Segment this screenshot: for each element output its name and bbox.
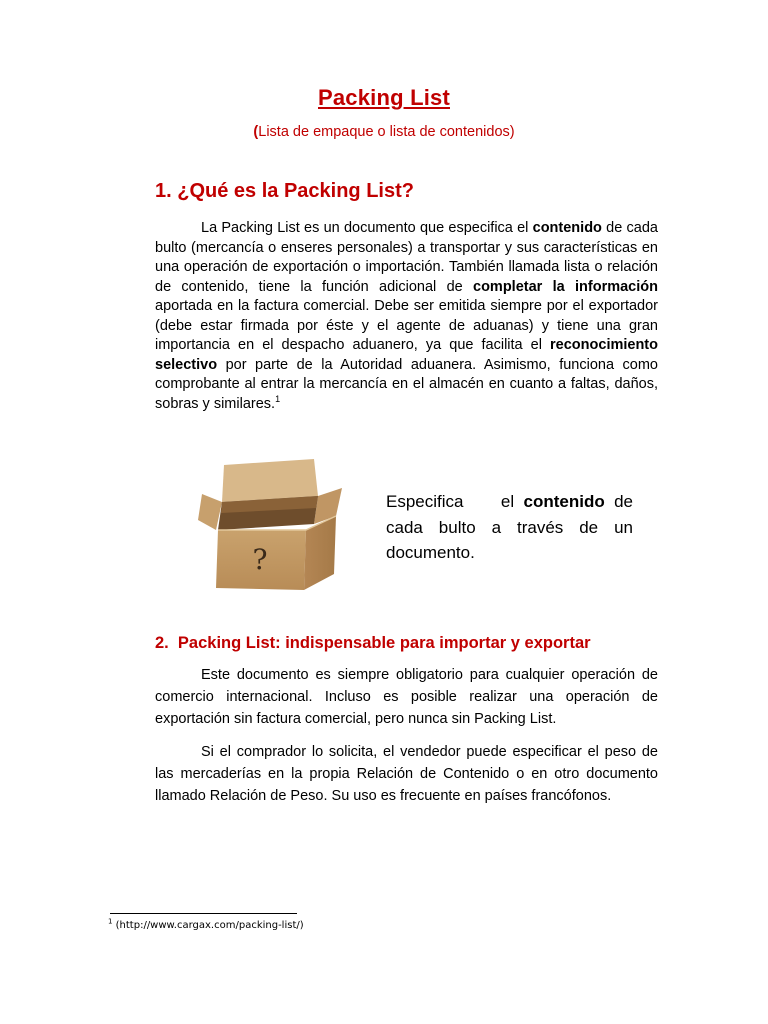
section2-heading: 2. Packing List: indispensable para importar y exportar xyxy=(155,634,591,652)
section1-text-b: de cada bulto (mercancía o enseres personales) a transportar y sus características en una operación de exportación o importación. También llamada lista o relación de contenido, tiene la función adicional de xyxy=(155,220,658,295)
section1-paragraph xyxy=(155,219,658,414)
callout-text-2: de cada bulto a través de un documento. xyxy=(386,492,634,562)
footnote xyxy=(108,917,304,931)
callout-bold-contenido: contenido xyxy=(523,492,605,511)
footnote-separator xyxy=(110,913,297,914)
section1-text-a: La Packing List es un documento que especifica el xyxy=(201,220,533,236)
section1-text-c: aportada en la factura comercial. Debe ser emitida siempre por el exportador (debe estar firmada por éste y el agente de aduanas) y tiene una gran importancia en el despacho aduanero, ya que facilita el xyxy=(155,298,658,353)
callout-text-1: Especifica el xyxy=(386,492,524,511)
cardboard-box-icon xyxy=(196,450,346,600)
footnote-number: 1 xyxy=(108,917,113,926)
footnote-reference: 1 xyxy=(275,393,281,404)
callout-text xyxy=(386,489,633,566)
section1-text-d: por parte de la Autoridad aduanera. Asimismo, funciona como comprobante al entrar la mercancía en el almacén en cuanto a faltas, daños, sobras y similares. xyxy=(155,356,658,412)
svg-text:?: ? xyxy=(252,543,268,576)
section2-paragraph-2-text: Si el comprador lo solicita, el vendedor puede especificar el peso de las mercaderías en la propia Relación de Contenido o en otro documento llamado Relación de Peso. Su uso es frecuente en países francófonos. xyxy=(155,744,658,804)
section1-bold-contenido: contenido xyxy=(532,220,602,236)
section1-heading: 1. ¿Qué es la Packing List? xyxy=(155,180,414,202)
section2-paragraph-1-text: Este documento es siempre obligatorio para cualquier operación de comercio internacional. Incluso es posible realizar una operación de exportación sin factura comercial, pero nunca sin Packing List. xyxy=(155,667,658,727)
footnote-link-text: (http://www.cargax.com/packing-list/) xyxy=(112,920,304,931)
section2-paragraph-1 xyxy=(155,664,658,730)
section2-paragraph-2 xyxy=(155,741,658,807)
subtitle-text: Lista de empaque o lista de contenidos) xyxy=(258,124,515,140)
section1-bold-reconocimiento: reconocimiento selectivo xyxy=(155,337,658,373)
document-title: Packing List xyxy=(318,85,450,110)
document-subtitle xyxy=(0,124,768,140)
section1-bold-completar: completar la información xyxy=(473,278,658,295)
subtitle-open-paren: ( xyxy=(253,124,259,140)
